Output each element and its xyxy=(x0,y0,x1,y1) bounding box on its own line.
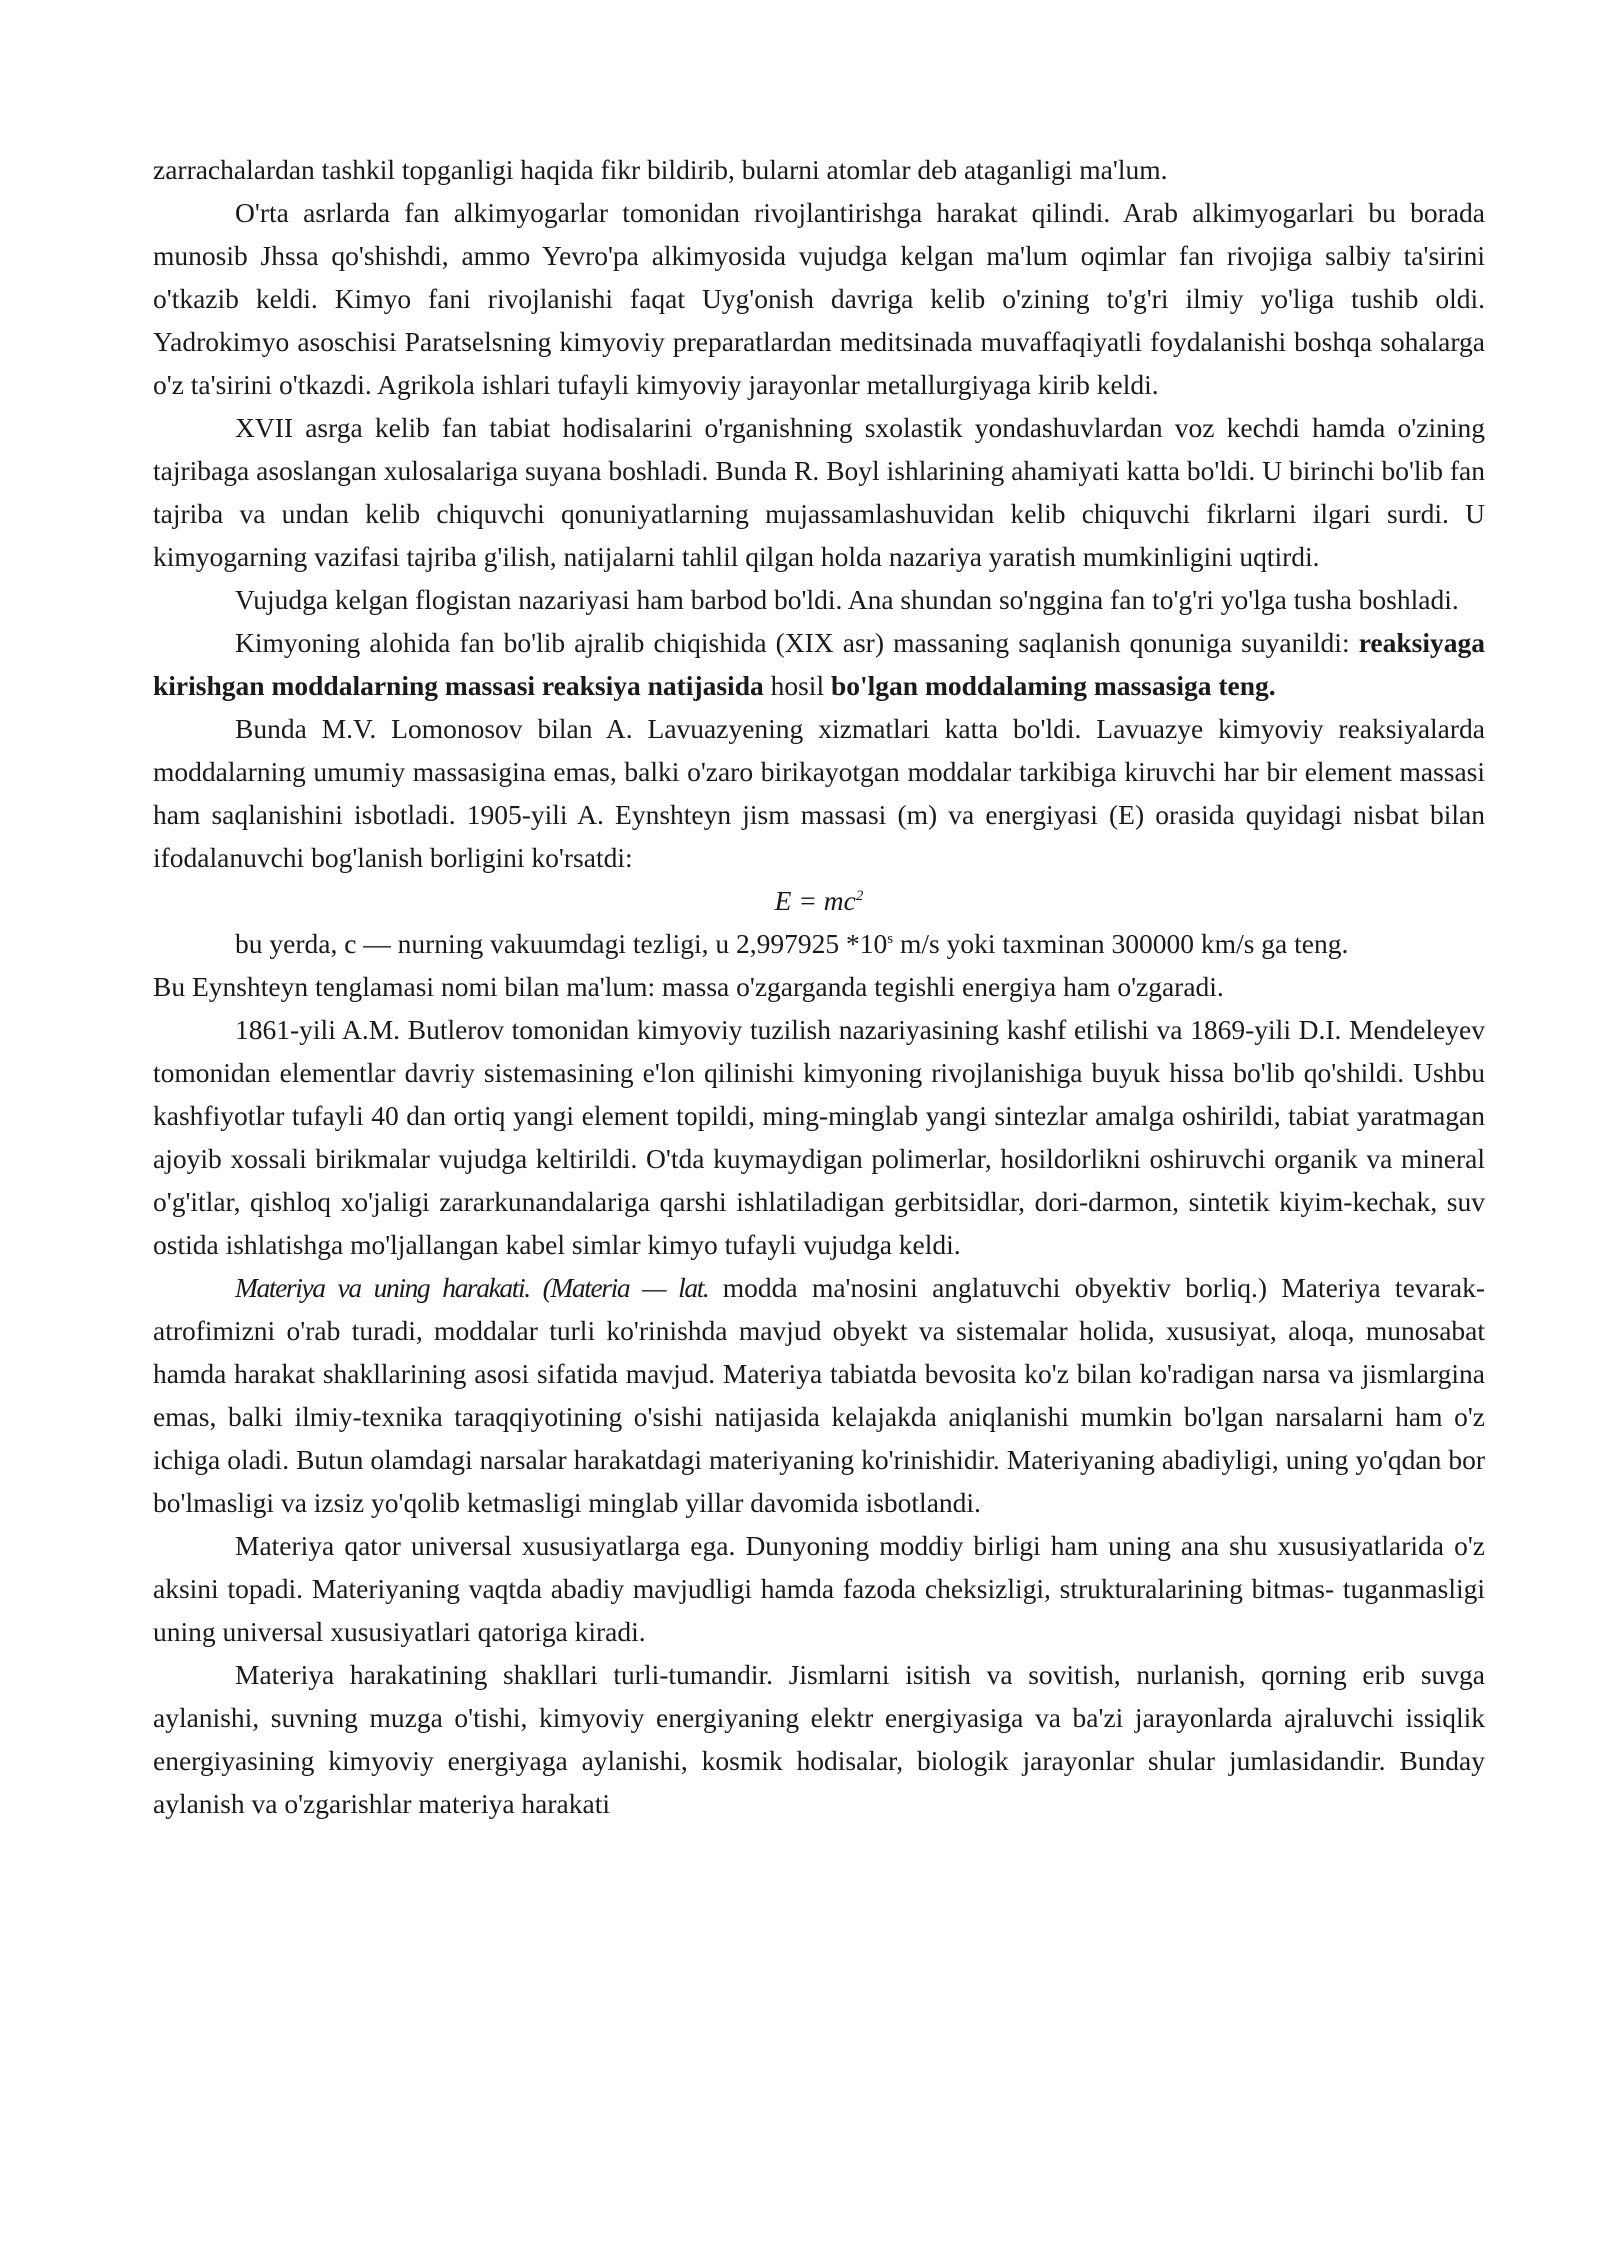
paragraph-mass-conservation xyxy=(153,621,1485,707)
paragraph-medieval-alchemy: O'rta asrlarda fan alkimyogarlar tomonidan rivojlantirishga harakat qilindi. Arab alkimyogarlari bu borada munosib Jhssa qo'shishdi, ammo Yevro'pa alkimyosida vujudga kelgan ma'lum oqimlar fan rivojiga salbiy ta'sirini o'tkazib keldi. Kimyo fani rivojlanishi faqat Uyg'onish davriga kelib o'zining to'g'ri ilmiy yo'liga tushib oldi. Yadrokimyo asoschisi Paratselsning kimyoviy preparatlardan meditsinada muvaffaqiyatli foydalanishi boshqa sohalarga o'z ta'sirini o'tkazdi. Agrikola ishlari tufayli kimyoviy jarayonlar metallurgiyaga kirib keldi. xyxy=(153,197,1485,400)
matter-heading-italic: Materiya va uning harakati. (Materia — lat. xyxy=(235,1272,709,1303)
speed-of-light-rest: m/s yoki taxminan 300000 km/s ga teng. xyxy=(893,928,1349,959)
paragraph-matter-properties: Materiya qator universal xususiyatlarga ega. Dunyoning moddiy birligi ham uning ana shu xususiyatlarida o'z aksini topadi. Materiyaning vaqtda abadiy mavjudligi hamda fazoda cheksizligi, strukturalarining bitmas- tuganmasligi uning universal xususiyatlari qatoriga kiradi. xyxy=(153,1530,1485,1647)
paragraph-lomonosov-lavoisier: Bunda M.V. Lomonosov bilan A. Lavuazyening xizmatlari katta bo'ldi. Lavuazye kimyoviy reaksiyalarda moddalarning umumiy massasigina emas, balki o'zaro birikayotgan moddalar tarkibiga kiruvchi har bir element massasi ham saqlanishini isbotladi. 1905-yili A. Eynshteyn jism massasi (m) va energiyasi (E) orasida quyidagi nisbat bilan ifodalanuvchi bog'lanish borligini ko'rsatdi: xyxy=(153,713,1485,873)
paragraph-butlerov-mendeleyev: 1861-yili A.M. Butlerov tomonidan kimyoviy tuzilish nazariyasining kashf etilishi va 1869-yili D.I. Mendeleyev tomonidan elementlar davriy sistemasining e'lon qilinishi kimyoning rivojlanishiga buyuk hissa bo'lib qo'shildi. Ushbu kashfiyotlar tufayli 40 dan ortiq yangi element topildi, ming-minglab yangi sintezlar amalga oshirildi, tabiat yaratmagan ajoyib xossali birikmalar vujudga keltirildi. O'tda kuymaydigan polimerlar, hosildorlikni oshiruvchi organik va mineral o'g'itlar, qishloq xo'jaligi zararkunandalariga qarshi ishlatiladigan gerbitsidlar, dori-darmon, sintetik kiyim-kechak, suv ostida ishlatishga mo'ljallangan kabel simlar kimyo tufayli vujudga keldi. xyxy=(153,1014,1485,1260)
matter-definition-text: modda ma'nosini anglatuvchi obyektiv borliq.) Materiya tevarak-atrofimizni o'rab turadi, moddalar turli ko'rinishda mavjud obyekt va sistemalar holida, xususiyat, aloqa, munosabat hamda harakat shakllarining asosi sifatida mavjud. Materiya tabiatda bevosita ko'z bilan ko'radigan narsa va jismlargina emas, balki ilmiy-texnika taraqqiyotining o'sishi natijasida kelajakda aniqlanishi mumkin bo'lgan narsalarni ham o'z ichiga oladi. Butun olamdagi narsalar harakatdagi materiyaning ko'rinishidir. Materiyaning abadiyligi, uning yo'qdan bor bo'lmasligi va izsiz yo'qolib ketmasligi minglab yillar davomida isbotlandi. xyxy=(153,1272,1486,1518)
mass-conservation-intro: Kimyoning alohida fan bo'lib ajralib chiqishida (XIX asr) massaning saqlanish qonuniga suyanildi: xyxy=(235,627,1359,658)
speed-of-light-exponent: s xyxy=(887,930,894,947)
paragraph-continuation: zarrachalardan tashkil topganligi haqida fikr bildirib, bularni atomlar deb ataganligi ma'lum. xyxy=(153,154,1168,185)
formula-base: E = mc xyxy=(774,885,856,916)
mass-law-plain-part: hosil xyxy=(763,670,831,701)
paragraph-einstein-equation: Bu Eynshteyn tenglamasi nomi bilan ma'lum: massa o'zgarganda tegishli energiya ham o'zgaradi. xyxy=(153,971,1224,1002)
speed-of-light-text: bu yerda, c — nurning vakuumdagi tezligi, u 2,997925 *10 xyxy=(235,928,888,959)
mass-law-bold-part-2: bo'lgan moddalaming massasiga teng. xyxy=(830,670,1276,701)
paragraph-speed-of-light xyxy=(153,922,1485,965)
paragraph-matter-definition xyxy=(153,1266,1485,1524)
mass-law-bold-part-1: reaksiyaga kirishgan moddalarning massasi reaksiya natijasida xyxy=(153,627,1485,701)
paragraph-17th-century: XVII asrga kelib fan tabiat hodisalarini o'rganishning sxolastik yondashuvlardan voz kechdi hamda o'zining tajribaga asoslangan xulosalariga suyana boshladi. Bunda R. Boyl ishlarining ahamiyati katta bo'ldi. U birinchi bo'lib fan tajriba va undan kelib chiquvchi qonuniyatlarning mujassamlashuvidan kelib chiquvchi fikrlarni ilgari surdi. U kimyogarning vazifasi tajriba g'ilish, natijalarni tahlil qilgan holda nazariya yaratish mumkinligini uqtirdi. xyxy=(153,412,1485,572)
paragraph-matter-motion: Materiya harakatining shakllari turli-tumandir. Jismlarni isitish va sovitish, nurlanish, qorning erib suvga aylanishi, suvning muzga o'tishi, kimyoviy energiyaning elektr energiyasiga va ba'zi jarayonlarda ajraluvchi issiqlik energiyasining kimyoviy energiyaga aylanishi, kosmik hodisalar, biologik jarayonlar shular jumlasidandir. Bunday aylanish va o'zgarishlar materiya harakati xyxy=(153,1659,1485,1819)
paragraph-phlogiston: Vujudga kelgan flogistan nazariyasi ham barbod bo'ldi. Ana shundan so'nggina fan to'g'ri yo'lga tusha boshladi. xyxy=(235,584,1459,615)
document-page xyxy=(153,148,1485,1825)
einstein-formula xyxy=(153,879,1485,922)
formula-exponent: 2 xyxy=(855,887,864,904)
